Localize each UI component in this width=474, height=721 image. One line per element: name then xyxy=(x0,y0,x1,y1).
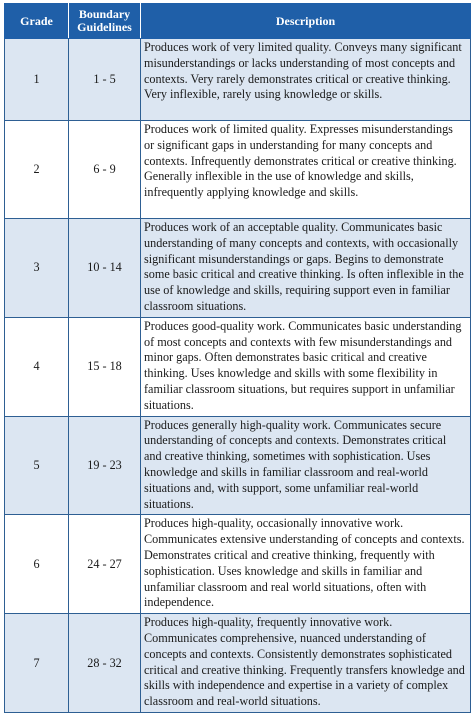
grade-cell: 2 xyxy=(5,121,69,219)
table-row xyxy=(5,219,471,318)
header-row xyxy=(5,4,471,39)
table-row xyxy=(5,317,471,416)
grade-descriptor-table xyxy=(4,3,471,713)
grade-cell: 1 xyxy=(5,39,69,121)
table-row xyxy=(5,39,471,121)
grade-cell: 5 xyxy=(5,416,69,515)
header-description: Description xyxy=(141,4,471,39)
boundary-cell: 1 - 5 xyxy=(69,39,141,121)
description-cell: Produces high-quality, occasionally innovative work. Communicates extensive understanding of concepts and contexts. Demonstrates critical and creative thinking, frequently with sophistication. Uses knowledge and skills in familiar and unfamiliar classroom and real world situations, often with independence. xyxy=(141,515,471,614)
header-grade: Grade xyxy=(5,4,69,39)
boundary-cell: 24 - 27 xyxy=(69,515,141,614)
description-cell: Produces high-quality, frequently innovative work. Communicates comprehensive, nuanced understanding of concepts and contexts. Consistently demonstrates sophisticated critical and creative thinking. Frequently transfers knowledge and skills with independence and expertise in a variety of complex classroom and real-world situations. xyxy=(141,614,471,713)
description-cell: Produces work of very limited quality. Conveys many significant misunderstandings or lacks understanding of most concepts and contexts. Very rarely demonstrates critical or creative thinking. Very inflexible, rarely using knowledge or skills. xyxy=(141,39,471,121)
table-row xyxy=(5,515,471,614)
boundary-cell: 10 - 14 xyxy=(69,219,141,318)
description-cell: Produces good-quality work. Communicates basic understanding of most concepts and contexts with few misunderstandings and minor gaps. Often demonstrates basic critical and creative thinking. Uses knowledge and skills with some flexibility in familiar classroom situations, but requires support in unfamiliar situations. xyxy=(141,317,471,416)
header-boundary-guidelines: Boundary Guidelines xyxy=(69,4,141,39)
table-header xyxy=(5,4,471,39)
table-body xyxy=(5,39,471,713)
description-cell: Produces work of limited quality. Expresses misunderstandings or significant gaps in understanding for many concepts and contexts. Infrequently demonstrates critical or creative thinking. Generally inflexible in the use of knowledge and skills, infrequently applying knowledge and skills. xyxy=(141,121,471,219)
boundary-cell: 19 - 23 xyxy=(69,416,141,515)
grade-cell: 7 xyxy=(5,614,69,713)
grade-cell: 3 xyxy=(5,219,69,318)
boundary-cell: 6 - 9 xyxy=(69,121,141,219)
description-cell: Produces generally high-quality work. Communicates secure understanding of concepts and contexts. Demonstrates critical and creative thinking, sometimes with sophistication. Uses knowledge and skills in familiar classroom and real-world situations and, with support, some unfamiliar real-world situations. xyxy=(141,416,471,515)
boundary-cell: 15 - 18 xyxy=(69,317,141,416)
description-cell: Produces work of an acceptable quality. Communicates basic understanding of many concepts and contexts, with occasionally significant misunderstandings or gaps. Begins to demonstrate some basic critical and creative thinking. Is often inflexible in the use of knowledge and skills, requiring support even in familiar classroom situations. xyxy=(141,219,471,318)
table-row xyxy=(5,121,471,219)
table-row xyxy=(5,416,471,515)
grade-cell: 4 xyxy=(5,317,69,416)
boundary-cell: 28 - 32 xyxy=(69,614,141,713)
table-row xyxy=(5,614,471,713)
grade-cell: 6 xyxy=(5,515,69,614)
